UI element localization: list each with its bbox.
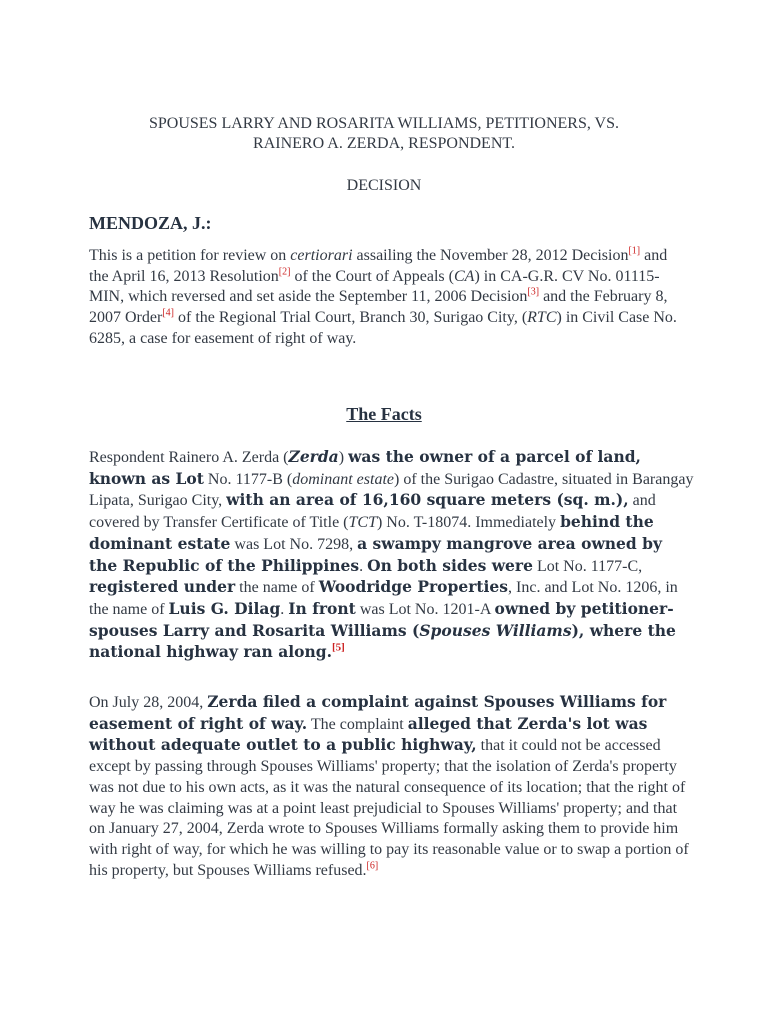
text-run: a swampy mangrove area owned by the Republic of the Philippines (89, 533, 662, 575)
text-run: ) (338, 449, 349, 466)
text-run: of the Court of Appeals ( (290, 267, 454, 285)
text-run: of the Regional Trial Court, Branch 30, Surigao City, ( (173, 309, 528, 327)
text-run: Zerda (288, 447, 339, 466)
text-run: ) No. T-18074. Immediately (376, 514, 561, 532)
footnote-link-2[interactable]: [2] (278, 266, 291, 278)
text-run: The complaint (307, 715, 408, 733)
text-run: and the April 16, 2013 Resolution (89, 247, 668, 285)
footnote-link-1[interactable]: [1] (628, 245, 641, 257)
footnote-link-6[interactable]: [6] (366, 860, 379, 872)
text-run: TCT (348, 514, 377, 532)
case-title-line1: SPOUSES LARRY AND ROSARITA WILLIAMS, PETITIONERS, VS. (148, 115, 620, 132)
text-run: that it could not be accessed except by passing through Spouses Williams' property; that the isolation of Zerda's property was not due to his own acts, as it was the natural consequence of its location; that the right of way he was claiming was at a point least prejudicial to Spouses Williams' property; and that on January 27, 2004, Zerda wrote to Spouses Williams formally asking them to provide him with right of way, for which he was willing to pay its reasonable value or to swap a portion of his property, but Spouses Williams refused. (89, 737, 689, 879)
text-run: ) in Civil Case No. 6285, a case for easement of right of way. (89, 309, 677, 347)
text-run: RTC (527, 309, 557, 327)
text-run: Luis G. Dilag (168, 598, 281, 618)
text-run: with an area of 16,160 square meters (sq. m.), (226, 490, 629, 510)
text-run: Woodridge Properties (318, 577, 509, 597)
text-run: CA (453, 267, 475, 285)
intro-paragraph (89, 246, 689, 350)
text-run: was the owner of a parcel of land, known as Lot (89, 447, 641, 488)
text-run: the name of (235, 579, 319, 597)
text-run: . (359, 557, 368, 575)
footnote-link-5[interactable]: [5] (332, 642, 345, 654)
text-run: ) in CA-G.R. CV No. 01115-MIN, which reversed and set aside the September 11, 2006 Decision (89, 267, 660, 306)
case-title (0, 114, 768, 154)
text-run: , Inc. and Lot No. 1206, in the name of (89, 579, 678, 618)
text-run: dominant estate (292, 470, 394, 488)
footnote-link-4[interactable]: [4] (162, 307, 174, 319)
text-run: ) of the Surigao Cadastre, situated in Barangay Lipata, Surigao City, (89, 470, 694, 510)
text-run: assailing the November 28, 2012 Decision (352, 247, 629, 264)
text-run: and covered by Transfer Certificate of Title ( (89, 492, 656, 532)
complaint-paragraph (89, 692, 689, 881)
footnote-link-3[interactable]: [3] (527, 287, 540, 299)
text-run: Lot No. 1177-C, (532, 557, 643, 575)
text-run: On both sides were (367, 555, 533, 575)
text-run: . (280, 600, 289, 618)
text-run: No. 1177-B ( (203, 470, 293, 488)
text-run: was Lot No. 1201-A (355, 600, 495, 618)
text-run: This is a petition for review on (89, 247, 291, 264)
text-run: registered under (89, 577, 236, 597)
text-run: was Lot No. 7298, (230, 535, 358, 553)
text-run: Respondent Rainero A. Zerda ( (89, 449, 289, 466)
ponente: MENDOZA, J.: (89, 213, 212, 233)
decision-heading: DECISION (346, 177, 422, 194)
text-run: Spouses Williams (419, 620, 572, 640)
text-run: Zerda filed a complaint against Spouses Williams for easement of right of way. (89, 692, 667, 733)
text-run: and the February 8, 2007 Order (89, 288, 668, 327)
text-run: In front (288, 598, 356, 618)
case-title-line2: RAINERO A. ZERDA, RESPONDENT. (253, 135, 515, 152)
text-run: ), where the national highway ran along. (89, 620, 676, 662)
section-heading-facts: The Facts (346, 404, 422, 424)
text-run: owned by petitioner-spouses Larry and Rosarita Williams ( (89, 598, 674, 640)
text-run: alleged that Zerda's lot was without adequate outlet to a public highway, (89, 713, 648, 755)
facts-paragraph (89, 447, 694, 664)
text-run: certiorari (290, 247, 353, 264)
text-run: On July 28, 2004, (89, 694, 208, 711)
text-run: behind the dominant estate (89, 512, 654, 553)
